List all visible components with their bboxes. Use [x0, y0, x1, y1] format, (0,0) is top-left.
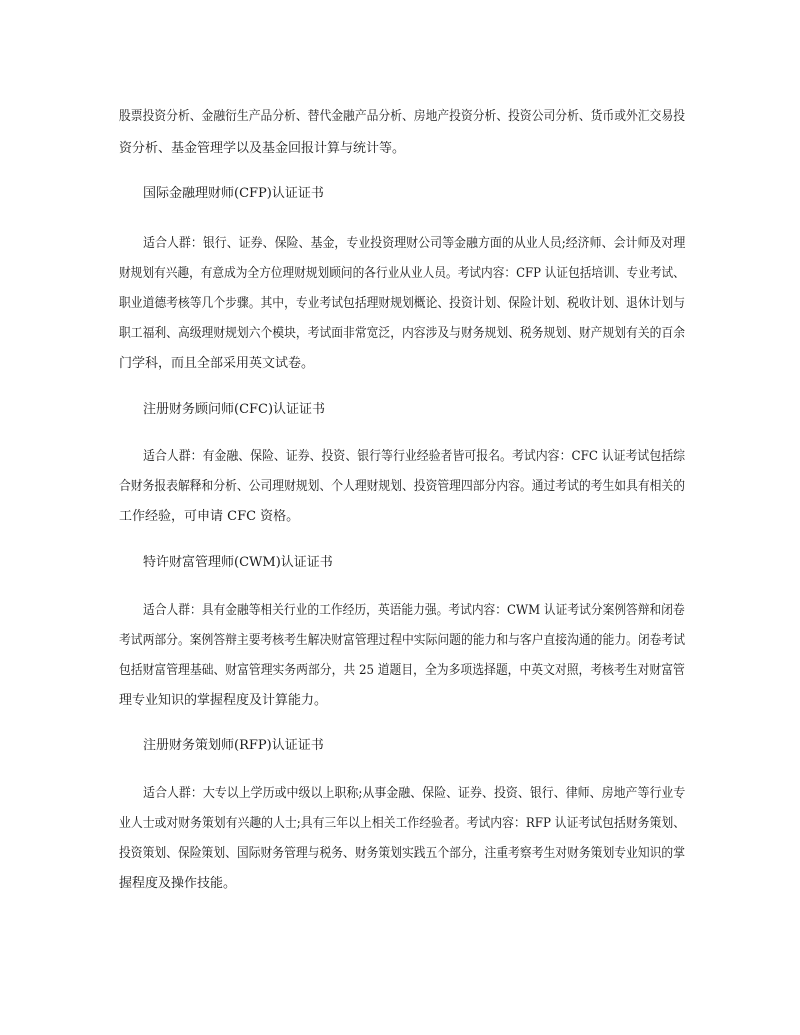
section-heading-cwm: 特许财富管理师(CWM)认证证书: [143, 555, 333, 570]
body-text-line: 考试两部分。案例答辩主要考核考生解决财富管理过程中实际问题的能力和与客户直接沟通的能力。闭卷考试: [119, 633, 686, 648]
body-text-line: 股票投资分析、金融衍生产品分析、替代金融产品分析、房地产投资分析、投资公司分析、货币或外汇交易投: [119, 109, 686, 124]
section-heading-rfp: 注册财务策划师(RFP)认证证书: [143, 738, 324, 753]
body-text-line: 投资策划、保险策划、国际财务管理与税务、财务策划实践五个部分，注重考察考生对财务策划专业知识的掌: [119, 846, 686, 861]
body-text-line: 财规划有兴趣，有意成为全方位理财规划顾问的各行业从业人员。考试内容：CFP 认证包括培训、专业考试、: [119, 266, 685, 281]
body-text-line: 适合人群：有金融、保险、证券、投资、银行等行业经验者皆可报名。考试内容：CFC 认证考试包括综: [143, 449, 686, 464]
body-text-line: 工作经验，可申请 CFC 资格。: [119, 509, 300, 524]
body-text-line: 适合人群：大专以上学历或中级以上职称;从事金融、保险、证券、投资、银行、律师、房地产等行业专: [143, 786, 686, 801]
section-heading-cfc: 注册财务顾问师(CFC)认证证书: [143, 402, 326, 417]
body-text-line: 合财务报表解释和分析、公司理财规划、个人理财规划、投资管理四部分内容。通过考试的考生如具有相关的: [119, 479, 686, 494]
body-text-line: 握程度及操作技能。: [119, 876, 237, 891]
body-text-line: 资分析、基金管理学以及基金回报计算与统计等。: [119, 141, 406, 156]
body-text-line: 门学科，而且全部采用英文试卷。: [119, 356, 315, 371]
body-text-line: 业人士或对财务策划有兴趣的人士;具有三年以上相关工作经验者。考试内容：RFP 认证考试包括财务策划、: [119, 816, 686, 831]
section-heading-cfp: 国际金融理财师(CFP)认证证书: [143, 186, 324, 201]
body-text-line: 适合人群：银行、证券、保险、基金，专业投资理财公司等金融方面的从业人员;经济师、会计师及对理: [143, 236, 686, 251]
body-text-line: 包括财富管理基础、财富管理实务两部分，共 25 道题目，全为多项选择题，中英文对照，考核考生对财富管: [119, 663, 685, 678]
body-text-line: 职工福利、高级理财规划六个模块，考试面非常宽泛，内容涉及与财务规划、税务规划、财产规划有关的百余: [119, 326, 686, 341]
body-text-line: 适合人群：具有金融等相关行业的工作经历，英语能力强。考试内容：CWM 认证考试分案例答辩和闭卷: [143, 603, 685, 618]
body-text-line: 理专业知识的掌握程度及计算能力。: [119, 693, 328, 708]
body-text-line: 职业道德考核等几个步骤。其中，专业考试包括理财规划概论、投资计划、保险计划、税收计划、退休计划与: [119, 296, 686, 311]
